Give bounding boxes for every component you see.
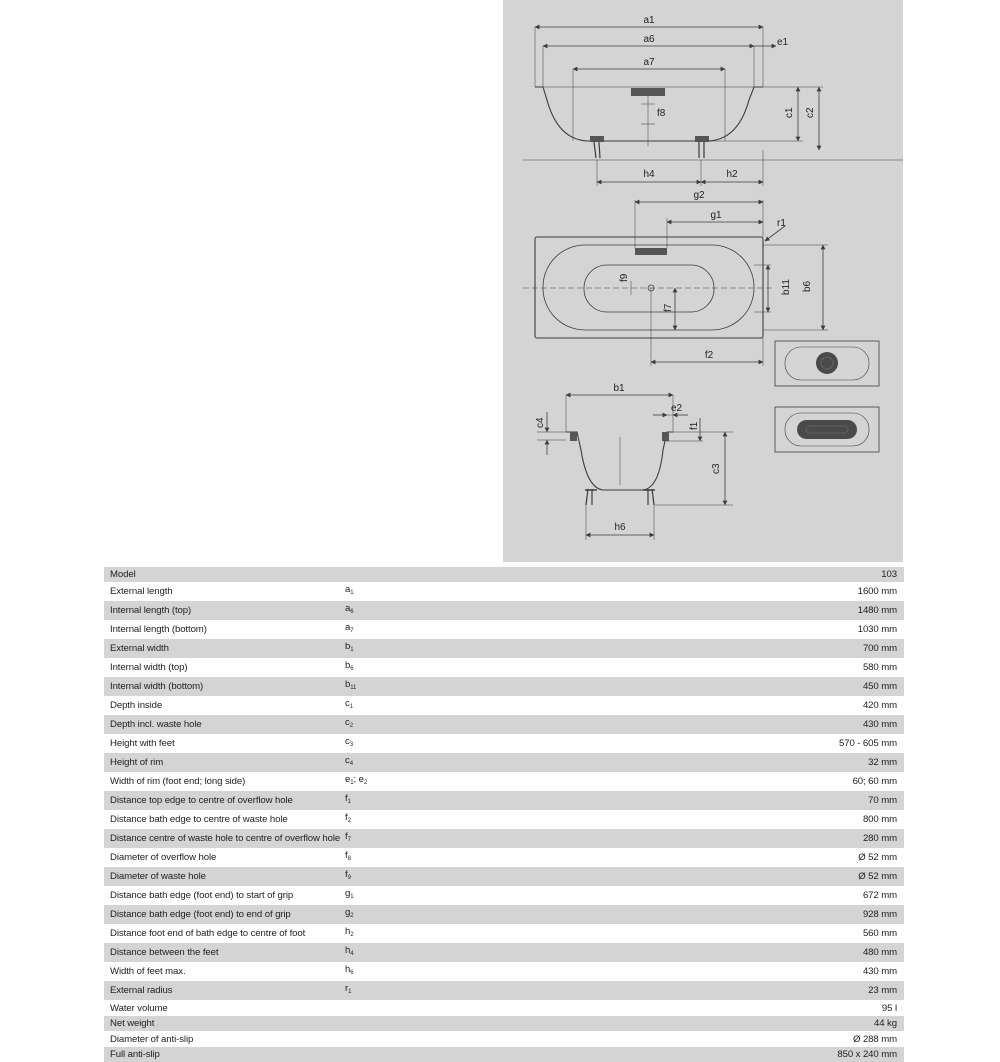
spec-value-cell: 32 mm [449,753,904,772]
spec-value-cell: 430 mm [449,715,904,734]
spec-name-cell: Depth incl. waste hole [104,715,342,734]
table-row [104,601,904,620]
table-row [104,696,904,715]
table-row [104,924,904,943]
spec-value-cell: 580 mm [862,662,897,674]
spec-value-cell: Ø 52 mm [858,852,897,864]
grip-left-side [590,136,604,142]
spec-symbol-cell [342,1047,449,1062]
spec-symbol-letter: e [345,774,351,786]
dim-label-c4: c4 [535,417,546,428]
spec-symbol-subscript: 1 [350,647,354,654]
spec-symbol-subscript: 2 [349,723,353,730]
spec-value-cell: 672 mm [862,890,897,902]
table-row [104,829,904,848]
model-symbol [342,567,449,582]
spec-symbol-subscript: 1 [347,799,351,806]
spec-symbol-cell [342,753,449,772]
spec-symbol-subscript: 6 [350,666,354,673]
spec-symbol-letter: ; e [353,774,364,786]
spec-name-cell: Internal width (top) [110,662,188,674]
end-view-grip-left [570,432,577,441]
spec-symbol-subscript: 2 [347,818,351,825]
table-header-row [104,567,904,582]
spec-name-cell: External length [110,586,173,598]
table-row [104,1047,904,1062]
spec-value-cell: 44 kg [449,1016,904,1031]
overflow-fitting [631,88,665,96]
spec-symbol-letter: f [345,812,348,824]
spec-value-cell: 280 mm [449,829,904,848]
spec-symbol-letter: f [345,831,348,843]
spec-symbol-subscript: 3 [349,742,353,749]
top-view-basin-bottom [584,265,714,312]
table-row [104,753,904,772]
end-view-tub-body [566,432,673,490]
spec-value-cell: 1600 mm [857,586,897,598]
spec-value-cell: 1480 mm [449,601,904,620]
spec-symbol-cell [342,943,449,962]
spec-symbol-cell [342,620,449,639]
anti-slip-round-thumbnail [775,341,879,386]
spec-value-cell: 850 x 240 mm [449,1047,904,1062]
spec-name-cell: Distance bath edge (foot end) to end of grip [104,905,342,924]
table-row [104,772,904,791]
table-row [104,620,904,639]
spec-name-cell: Distance bath edge to centre of waste hole [110,814,288,826]
spec-symbol-letter: f [345,793,348,805]
spec-name-cell: Diameter of waste hole [104,867,342,886]
spec-name-cell: Width of feet max. [110,966,186,978]
spec-name-cell: Internal width (bottom) [104,677,342,696]
dim-label-b11: b11 [781,279,792,295]
table-row [104,1031,904,1046]
spec-name-cell: Diameter of overflow hole [110,852,217,864]
dim-label-c3: c3 [711,463,722,474]
dim-label-e1: e1 [777,37,789,48]
table-row [104,734,904,753]
dim-label-f1: f1 [689,421,700,430]
model-value: 103 [449,567,904,582]
spec-symbol-letter: h [345,945,351,957]
spec-symbol-cell [342,639,449,658]
spec-symbol-cell [342,867,449,886]
spec-value-cell: Ø 288 mm [853,1033,897,1045]
spec-value-cell: 700 mm [449,639,904,658]
table-row [104,886,904,905]
spec-symbol-cell [342,1000,449,1015]
spec-symbol-subscript: 1 [350,590,354,597]
spec-name-cell: Depth inside [110,700,163,712]
table-row [104,905,904,924]
dim-label-f9: f9 [619,273,630,282]
spec-value-cell: 928 mm [449,905,904,924]
spec-value-cell: 23 mm [449,981,904,1000]
spec-symbol-letter: a [345,584,351,596]
spec-symbol-letter: f [345,869,348,881]
spec-symbol-subscript: 9 [347,875,351,882]
top-view-inner-basin [543,245,754,330]
spec-symbol-cell [342,677,449,696]
dim-label-f2: f2 [704,350,714,361]
specification-table [104,567,904,1062]
end-view-grip-right [662,432,669,441]
dim-label-a7: a7 [643,57,655,68]
spec-value-cell: 480 mm [449,943,904,962]
table-row [104,1016,904,1031]
dim-label-c1: c1 [784,107,795,118]
table-row [104,715,904,734]
spec-symbol-subscript: 8 [347,856,351,863]
spec-name-cell: Width of rim (foot end; long side) [110,776,246,788]
spec-name-cell: Distance foot end of bath edge to centre of foot [110,928,306,940]
dim-label-f8: f8 [657,108,666,119]
spec-symbol-letter: h [345,926,351,938]
spec-symbol-cell [342,696,449,715]
spec-symbol-subscript: 2 [350,932,354,939]
top-view-grip [635,248,667,255]
spec-name-cell: Height with feet [110,738,175,750]
spec-symbol-cell [342,981,449,1000]
spec-value-cell: 800 mm [862,814,897,826]
spec-value-cell: 570 - 605 mm [839,738,897,750]
spec-symbol-cell [342,772,449,791]
dim-label-h6: h6 [614,522,626,533]
spec-value-cell: Ø 52 mm [449,867,904,886]
table-row [104,677,904,696]
spec-symbol-cell [342,848,449,867]
spec-name-cell: Height of rim [104,753,342,772]
table-row [104,1000,904,1015]
spec-symbol-cell [342,962,449,981]
spec-symbol-subscript: 6 [350,970,354,977]
spec-value-cell: 60; 60 mm [852,776,897,788]
dim-label-g2: g2 [693,190,705,201]
side-view [523,27,903,186]
spec-symbol-letter: a [345,622,351,634]
table-row [104,867,904,886]
dim-label-f7: f7 [663,303,674,312]
spec-symbol-letter: b [345,679,351,691]
technical-drawing-panel [503,0,903,562]
table-row [104,943,904,962]
foot-right [699,142,704,158]
spec-name-cell: Water volume [110,1002,168,1014]
spec-symbol-cell [342,924,449,943]
spec-value-cell: 560 mm [862,928,897,940]
spec-name-cell: External radius [104,981,342,1000]
spec-name-cell: Internal length (bottom) [110,624,207,636]
spec-symbol-letter: c [345,698,350,710]
spec-symbol-subscript: 7 [347,837,351,844]
spec-name-cell: Internal length (top) [104,601,342,620]
table-row [104,791,904,810]
spec-name-cell: Distance top edge to centre of overflow hole [104,791,342,810]
spec-symbol-cell [342,1031,449,1046]
dim-label-b1: b1 [613,383,625,394]
spec-value-cell: 1030 mm [857,624,897,636]
spec-symbol-subscript: 4 [349,761,353,768]
dim-label-c2: c2 [805,107,816,118]
dim-label-g1: g1 [710,210,722,221]
spec-symbol-letter: f [345,850,348,862]
table-row [104,658,904,677]
spec-symbol-letter: r [345,983,349,995]
spec-symbol-cell [342,1016,449,1031]
spec-name-cell: Net weight [104,1016,342,1031]
model-label: Model [104,567,342,582]
table-row [104,962,904,981]
spec-symbol-letter: c [345,717,350,729]
dim-label-h4: h4 [643,169,655,180]
spec-symbol-subscript: 11 [350,685,357,692]
spec-symbol-letter: g [345,888,351,900]
spec-symbol-cell [342,829,449,848]
spec-symbol-letter: b [345,660,351,672]
spec-symbol-cell [342,734,449,753]
spec-symbol-letter: c [345,736,350,748]
spec-name-cell: Distance bath edge (foot end) to start of grip [110,890,294,902]
spec-name-cell: Distance centre of waste hole to centre of overflow hole [104,829,342,848]
dim-label-r1: r1 [777,218,786,229]
spec-name-cell: External width [104,639,342,658]
spec-symbol-subscript: 6 [350,609,354,616]
spec-symbol-cell [342,582,449,601]
spec-symbol-cell [342,810,449,829]
dim-label-a1: a1 [643,15,655,26]
spec-symbol-cell [342,886,449,905]
dim-label-a6: a6 [643,34,655,45]
specification-table-body [104,567,904,1062]
dim-label-e2: e2 [671,403,683,414]
spec-name-cell: Distance between the feet [104,943,342,962]
dim-label-b6: b6 [802,280,813,292]
table-row [104,848,904,867]
spec-symbol-subscript: 1 [350,894,354,901]
spec-symbol-subscript: 2 [350,913,354,920]
table-row [104,981,904,1000]
spec-symbol-subscript: 4 [350,951,354,958]
spec-symbol-subscript: 2 [363,780,368,787]
spec-value-cell: 420 mm [862,700,897,712]
spec-value-cell: 450 mm [449,677,904,696]
table-row [104,582,904,601]
spec-symbol-subscript: 1 [350,780,354,787]
spec-symbol-cell [342,658,449,677]
spec-symbol-cell [342,791,449,810]
spec-symbol-letter: b [345,641,351,653]
spec-symbol-cell [342,905,449,924]
spec-value-cell: 430 mm [862,966,897,978]
spec-symbol-letter: c [345,755,350,767]
foot-left [594,142,600,158]
end-view [537,395,733,540]
spec-value-cell: 95 l [881,1002,897,1014]
spec-symbol-subscript: 1 [348,989,352,996]
dim-label-h2: h2 [726,169,738,180]
table-row [104,810,904,829]
anti-slip-full-thumbnail [775,407,879,452]
table-row [104,639,904,658]
spec-symbol-letter: g [345,907,351,919]
end-view-feet [586,489,654,505]
spec-value-cell: 70 mm [449,791,904,810]
bathtub-dimension-drawing [503,0,903,562]
spec-symbol-letter: a [345,603,351,615]
grip-right-side [695,136,709,142]
spec-symbol-subscript: 7 [350,628,354,635]
spec-symbol-cell [342,715,449,734]
spec-name-cell: Full anti-slip [104,1047,342,1062]
spec-symbol-subscript: 1 [349,704,353,711]
spec-name-cell: Diameter of anti-slip [110,1033,194,1045]
spec-symbol-cell [342,601,449,620]
spec-symbol-letter: h [345,964,351,976]
